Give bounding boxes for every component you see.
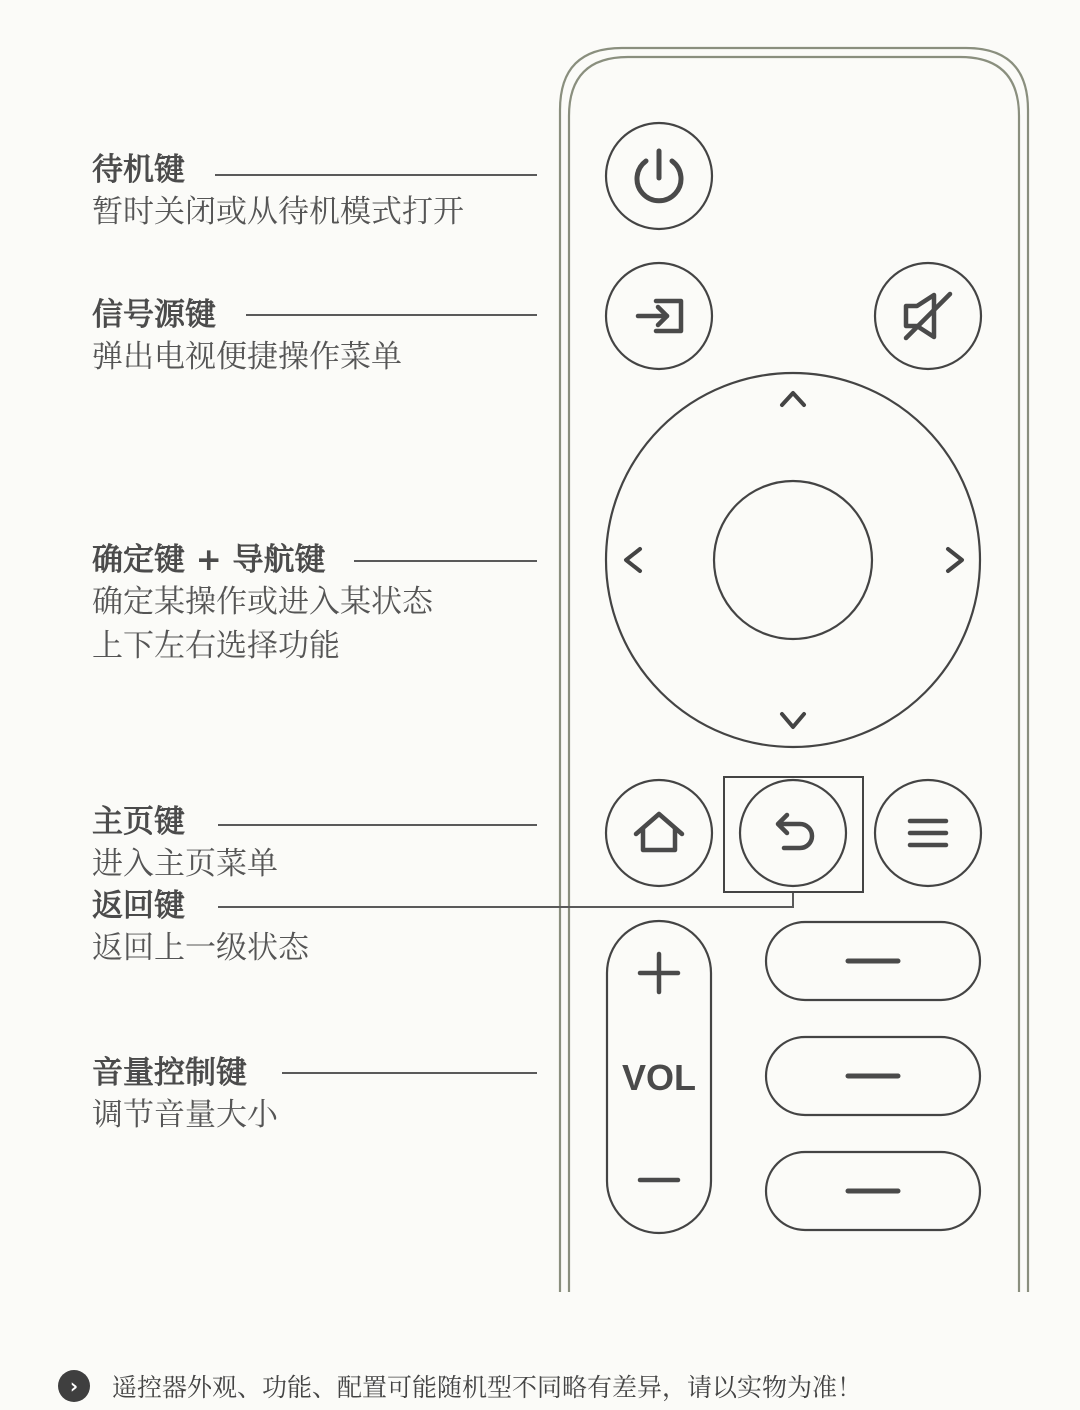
label-home-desc: 进入主页菜单 (92, 846, 278, 882)
pill-button-2[interactable] (766, 1037, 980, 1115)
source-button[interactable] (606, 263, 712, 369)
label-ok-nav-desc-2: 上下左右选择功能 (92, 628, 340, 664)
leader-back (218, 893, 793, 907)
menu-button[interactable] (875, 780, 981, 886)
label-power-title: 待机键 (92, 152, 185, 188)
disclaimer-text: 遥控器外观、功能、配置可能随机型不同略有差异，请以实物为准！ (112, 1373, 863, 1402)
label-ok-nav-title: 确定键 + 导航键 (92, 542, 326, 578)
ok-button[interactable] (714, 481, 872, 639)
label-volume-desc: 调节音量大小 (92, 1097, 278, 1133)
footer-note (58, 1368, 862, 1404)
label-back-title: 返回键 (92, 888, 185, 924)
vol-label: VOL (621, 1057, 697, 1098)
label-ok-nav-desc-1: 确定某操作或进入某状态 (92, 584, 433, 620)
label-source-title: 信号源键 (92, 297, 216, 333)
label-back-desc: 返回上一级状态 (92, 930, 309, 966)
home-button[interactable] (606, 780, 712, 886)
power-button[interactable] (606, 123, 712, 229)
label-power-desc: 暂时关闭或从待机模式打开 (92, 194, 464, 230)
dpad (606, 373, 980, 747)
back-button[interactable] (740, 780, 846, 886)
chevron-right-badge-icon: › (58, 1370, 90, 1402)
pill-button-3[interactable] (766, 1152, 980, 1230)
label-home-title: 主页键 (92, 804, 185, 840)
pill-button-1[interactable] (766, 922, 980, 1000)
volume-rocker (607, 921, 711, 1233)
label-volume-title: 音量控制键 (92, 1055, 247, 1091)
mute-button[interactable] (875, 263, 981, 369)
label-source-desc: 弹出电视便捷操作菜单 (92, 339, 402, 375)
